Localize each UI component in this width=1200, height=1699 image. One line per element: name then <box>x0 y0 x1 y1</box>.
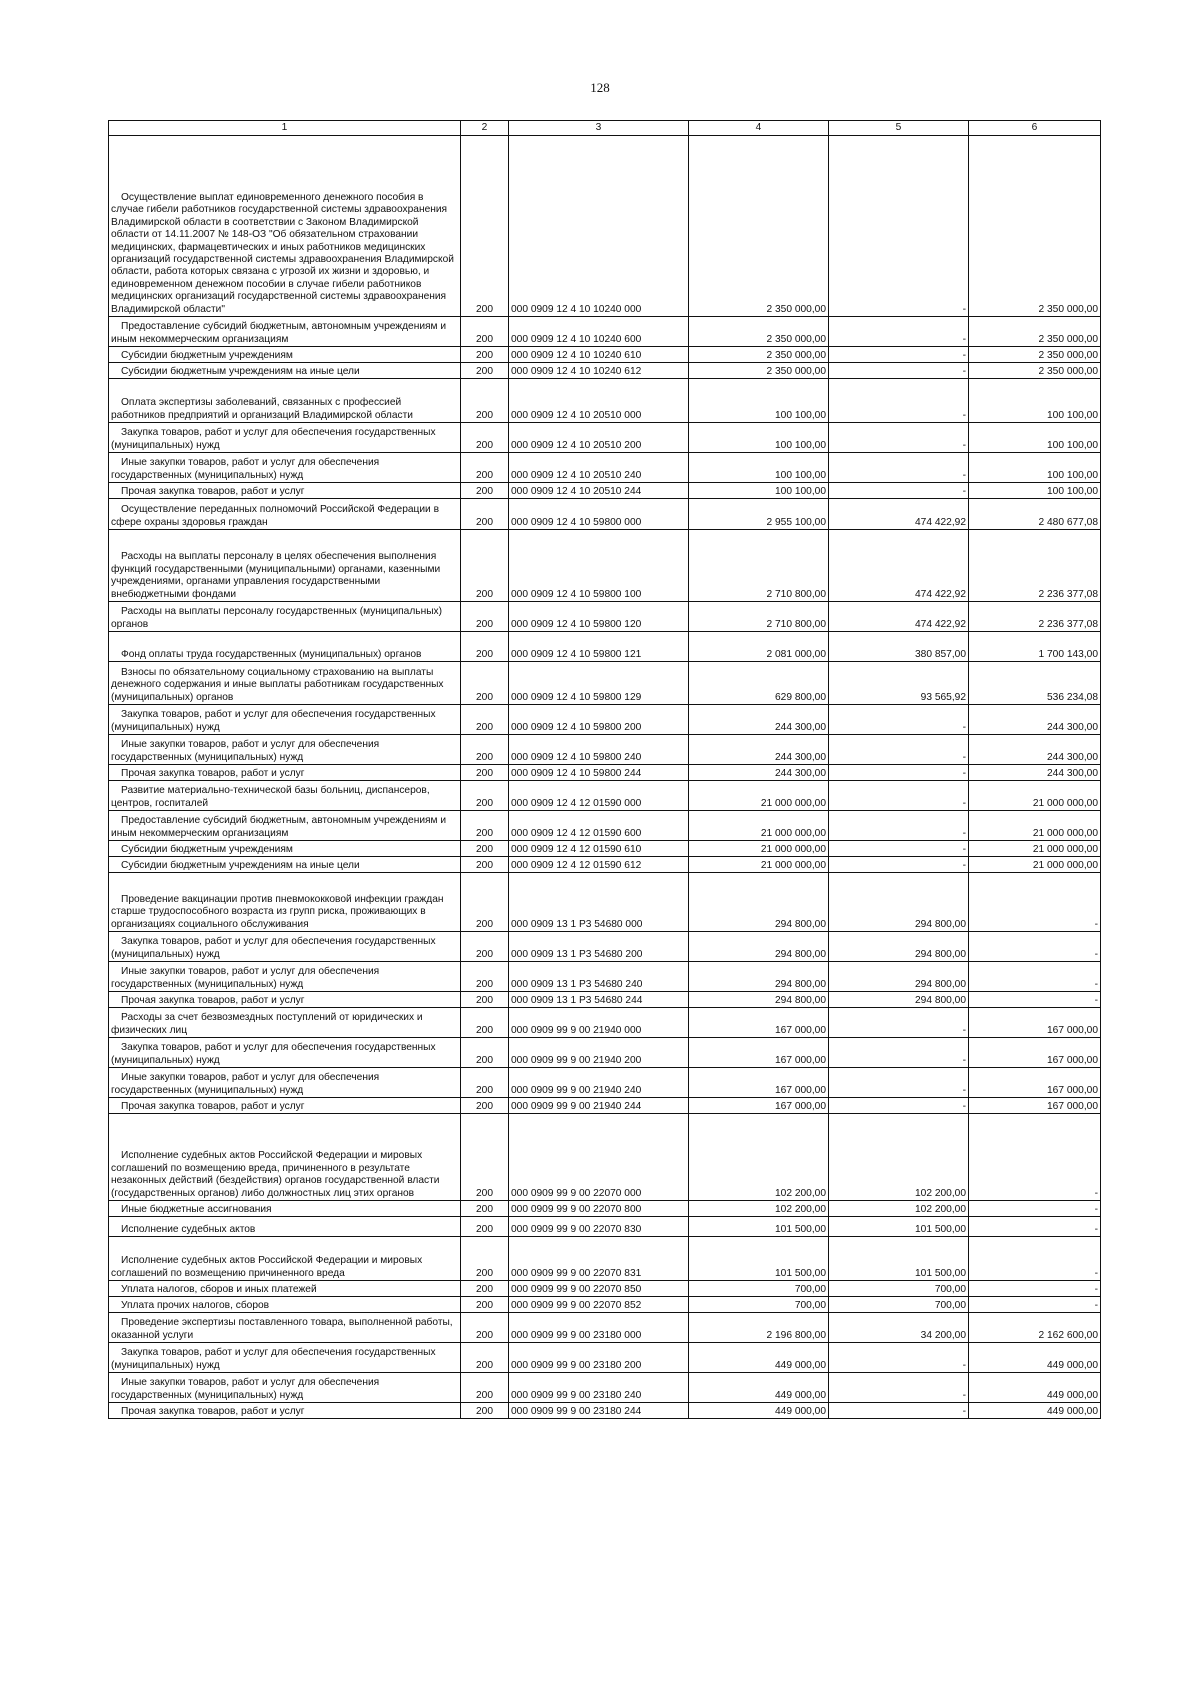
row-remaining-amount: 2 350 000,00 <box>969 317 1101 347</box>
row-remaining-amount: 167 000,00 <box>969 1068 1101 1098</box>
row-remaining-amount: 2 350 000,00 <box>969 363 1101 379</box>
row-name: Иные закупки товаров, работ и услуг для обеспечения государственных (муниципальных) нужд <box>109 962 461 992</box>
row-admin-code: 200 <box>461 1297 509 1313</box>
row-approved-amount: 2 350 000,00 <box>689 363 829 379</box>
row-admin-code: 200 <box>461 932 509 962</box>
row-remaining-amount: 2 480 677,08 <box>969 499 1101 530</box>
row-budget-code: 000 0909 12 4 10 20510 000 <box>509 379 689 423</box>
table-row <box>109 1201 1101 1217</box>
row-name: Предоставление субсидий бюджетным, автономным учреждениям и иным некоммерческим организациям <box>109 811 461 841</box>
row-approved-amount: 21 000 000,00 <box>689 841 829 857</box>
row-name: Иные закупки товаров, работ и услуг для обеспечения государственных (муниципальных) нужд <box>109 1068 461 1098</box>
table-row <box>109 857 1101 873</box>
row-remaining-amount: 21 000 000,00 <box>969 781 1101 811</box>
row-executed-amount: 294 800,00 <box>829 873 969 932</box>
row-admin-code: 200 <box>461 857 509 873</box>
row-admin-code: 200 <box>461 1237 509 1281</box>
row-admin-code: 200 <box>461 453 509 483</box>
row-admin-code: 200 <box>461 1114 509 1201</box>
table-row <box>109 1068 1101 1098</box>
row-remaining-amount: 449 000,00 <box>969 1373 1101 1403</box>
row-name: Субсидии бюджетным учреждениям <box>109 841 461 857</box>
row-name: Иные закупки товаров, работ и услуг для обеспечения государственных (муниципальных) нужд <box>109 1373 461 1403</box>
row-approved-amount: 244 300,00 <box>689 735 829 765</box>
row-remaining-amount: - <box>969 962 1101 992</box>
row-name: Прочая закупка товаров, работ и услуг <box>109 1403 461 1419</box>
row-approved-amount: 700,00 <box>689 1297 829 1313</box>
row-admin-code: 200 <box>461 136 509 317</box>
header-col-4: 4 <box>689 121 829 136</box>
row-remaining-amount: 100 100,00 <box>969 483 1101 499</box>
table-row <box>109 136 1101 317</box>
row-name: Развитие материально-технической базы больниц, диспансеров, центров, госпиталей <box>109 781 461 811</box>
row-approved-amount: 244 300,00 <box>689 765 829 781</box>
row-approved-amount: 2 955 100,00 <box>689 499 829 530</box>
row-budget-code: 000 0909 99 9 00 21940 200 <box>509 1038 689 1068</box>
table-row <box>109 1313 1101 1343</box>
row-budget-code: 000 0909 12 4 12 01590 600 <box>509 811 689 841</box>
header-col-5: 5 <box>829 121 969 136</box>
table-row <box>109 705 1101 735</box>
row-name: Расходы за счет безвозмездных поступлений от юридических и физических лиц <box>109 1008 461 1038</box>
row-admin-code: 200 <box>461 347 509 363</box>
row-admin-code: 200 <box>461 1201 509 1217</box>
row-executed-amount: - <box>829 857 969 873</box>
row-approved-amount: 101 500,00 <box>689 1217 829 1237</box>
row-name: Расходы на выплаты персоналу государственных (муниципальных) органов <box>109 602 461 632</box>
row-admin-code: 200 <box>461 379 509 423</box>
table-row <box>109 1403 1101 1419</box>
table-row <box>109 962 1101 992</box>
row-approved-amount: 449 000,00 <box>689 1403 829 1419</box>
row-executed-amount: 102 200,00 <box>829 1201 969 1217</box>
row-budget-code: 000 0909 99 9 00 21940 244 <box>509 1098 689 1114</box>
row-executed-amount: - <box>829 1343 969 1373</box>
row-admin-code: 200 <box>461 499 509 530</box>
table-row <box>109 1281 1101 1297</box>
row-approved-amount: 2 350 000,00 <box>689 136 829 317</box>
row-name: Взносы по обязательному социальному страхованию на выплаты денежного содержания и иные выплаты работникам государственных (муниципальных) органов <box>109 662 461 705</box>
row-remaining-amount: 244 300,00 <box>969 735 1101 765</box>
row-budget-code: 000 0909 12 4 12 01590 610 <box>509 841 689 857</box>
row-budget-code: 000 0909 12 4 10 10240 610 <box>509 347 689 363</box>
row-remaining-amount: 244 300,00 <box>969 705 1101 735</box>
row-executed-amount: - <box>829 735 969 765</box>
row-name: Субсидии бюджетным учреждениям <box>109 347 461 363</box>
row-remaining-amount: 536 234,08 <box>969 662 1101 705</box>
row-name: Закупка товаров, работ и услуг для обеспечения государственных (муниципальных) нужд <box>109 423 461 453</box>
row-remaining-amount: - <box>969 873 1101 932</box>
header-col-6: 6 <box>969 121 1101 136</box>
row-admin-code: 200 <box>461 423 509 453</box>
row-admin-code: 200 <box>461 1343 509 1373</box>
row-executed-amount: - <box>829 423 969 453</box>
row-name: Оплата экспертизы заболеваний, связанных с профессией работников предприятий и организаций Владимирской области <box>109 379 461 423</box>
row-approved-amount: 294 800,00 <box>689 932 829 962</box>
table-row <box>109 1373 1101 1403</box>
row-admin-code: 200 <box>461 662 509 705</box>
row-approved-amount: 167 000,00 <box>689 1068 829 1098</box>
row-budget-code: 000 0909 12 4 10 20510 240 <box>509 453 689 483</box>
table-body <box>109 136 1101 1419</box>
row-approved-amount: 294 800,00 <box>689 962 829 992</box>
table-row <box>109 811 1101 841</box>
row-executed-amount: - <box>829 453 969 483</box>
row-executed-amount: 380 857,00 <box>829 632 969 662</box>
row-remaining-amount: 167 000,00 <box>969 1008 1101 1038</box>
row-name: Иные закупки товаров, работ и услуг для обеспечения государственных (муниципальных) нужд <box>109 735 461 765</box>
row-name: Проведение экспертизы поставленного товара, выполненной работы, оказанной услуги <box>109 1313 461 1343</box>
row-remaining-amount: - <box>969 1217 1101 1237</box>
row-admin-code: 200 <box>461 483 509 499</box>
row-remaining-amount: 2 350 000,00 <box>969 347 1101 363</box>
row-approved-amount: 21 000 000,00 <box>689 811 829 841</box>
row-remaining-amount: 244 300,00 <box>969 765 1101 781</box>
row-budget-code: 000 0909 99 9 00 22070 852 <box>509 1297 689 1313</box>
row-executed-amount: - <box>829 1373 969 1403</box>
row-name: Прочая закупка товаров, работ и услуг <box>109 1098 461 1114</box>
row-name: Исполнение судебных актов Российской Федерации и мировых соглашений по возмещению причиненного вреда <box>109 1237 461 1281</box>
row-executed-amount: - <box>829 136 969 317</box>
row-approved-amount: 2 081 000,00 <box>689 632 829 662</box>
row-budget-code: 000 0909 99 9 00 22070 830 <box>509 1217 689 1237</box>
row-approved-amount: 2 350 000,00 <box>689 347 829 363</box>
row-budget-code: 000 0909 12 4 10 59800 100 <box>509 530 689 602</box>
row-executed-amount: 700,00 <box>829 1281 969 1297</box>
row-name: Иные закупки товаров, работ и услуг для обеспечения государственных (муниципальных) нужд <box>109 453 461 483</box>
row-approved-amount: 167 000,00 <box>689 1008 829 1038</box>
row-name: Закупка товаров, работ и услуг для обеспечения государственных (муниципальных) нужд <box>109 1343 461 1373</box>
row-name: Осуществление переданных полномочий Российской Федерации в сфере охраны здоровья граждан <box>109 499 461 530</box>
row-budget-code: 000 0909 13 1 P3 54680 240 <box>509 962 689 992</box>
row-approved-amount: 167 000,00 <box>689 1038 829 1068</box>
row-budget-code: 000 0909 12 4 10 20510 200 <box>509 423 689 453</box>
row-executed-amount: - <box>829 765 969 781</box>
row-name: Субсидии бюджетным учреждениям на иные цели <box>109 363 461 379</box>
row-admin-code: 200 <box>461 317 509 347</box>
row-budget-code: 000 0909 99 9 00 23180 240 <box>509 1373 689 1403</box>
header-col-1: 1 <box>109 121 461 136</box>
row-approved-amount: 102 200,00 <box>689 1201 829 1217</box>
table-row <box>109 363 1101 379</box>
table-row <box>109 632 1101 662</box>
row-remaining-amount: 2 162 600,00 <box>969 1313 1101 1343</box>
row-name: Предоставление субсидий бюджетным, автономным учреждениям и иным некоммерческим организациям <box>109 317 461 347</box>
row-remaining-amount: 449 000,00 <box>969 1403 1101 1419</box>
row-remaining-amount: 100 100,00 <box>969 379 1101 423</box>
row-remaining-amount: 167 000,00 <box>969 1038 1101 1068</box>
row-admin-code: 200 <box>461 1281 509 1297</box>
table-row <box>109 781 1101 811</box>
row-executed-amount: 294 800,00 <box>829 962 969 992</box>
row-budget-code: 000 0909 13 1 P3 54680 200 <box>509 932 689 962</box>
row-remaining-amount: 21 000 000,00 <box>969 841 1101 857</box>
row-budget-code: 000 0909 99 9 00 21940 240 <box>509 1068 689 1098</box>
row-approved-amount: 449 000,00 <box>689 1373 829 1403</box>
budget-table <box>108 120 1101 1419</box>
row-approved-amount: 2 350 000,00 <box>689 317 829 347</box>
table-row <box>109 483 1101 499</box>
row-name: Прочая закупка товаров, работ и услуг <box>109 483 461 499</box>
row-executed-amount: 294 800,00 <box>829 932 969 962</box>
row-executed-amount: - <box>829 841 969 857</box>
table-row <box>109 317 1101 347</box>
table-row <box>109 992 1101 1008</box>
row-admin-code: 200 <box>461 530 509 602</box>
table-row <box>109 662 1101 705</box>
row-remaining-amount: - <box>969 932 1101 962</box>
row-executed-amount: - <box>829 705 969 735</box>
row-budget-code: 000 0909 99 9 00 21940 000 <box>509 1008 689 1038</box>
row-admin-code: 200 <box>461 1098 509 1114</box>
row-approved-amount: 167 000,00 <box>689 1098 829 1114</box>
header-row <box>109 121 1101 136</box>
row-budget-code: 000 0909 13 1 P3 54680 244 <box>509 992 689 1008</box>
row-admin-code: 200 <box>461 765 509 781</box>
row-approved-amount: 629 800,00 <box>689 662 829 705</box>
row-remaining-amount: 2 236 377,08 <box>969 530 1101 602</box>
row-executed-amount: 294 800,00 <box>829 992 969 1008</box>
row-budget-code: 000 0909 12 4 10 59800 244 <box>509 765 689 781</box>
row-approved-amount: 100 100,00 <box>689 483 829 499</box>
row-budget-code: 000 0909 99 9 00 22070 850 <box>509 1281 689 1297</box>
row-name: Исполнение судебных актов <box>109 1217 461 1237</box>
row-budget-code: 000 0909 99 9 00 23180 200 <box>509 1343 689 1373</box>
row-budget-code: 000 0909 12 4 10 10240 612 <box>509 363 689 379</box>
row-budget-code: 000 0909 12 4 12 01590 000 <box>509 781 689 811</box>
row-admin-code: 200 <box>461 873 509 932</box>
table-row <box>109 347 1101 363</box>
row-budget-code: 000 0909 12 4 10 59800 121 <box>509 632 689 662</box>
row-approved-amount: 2 710 800,00 <box>689 530 829 602</box>
row-name: Расходы на выплаты персоналу в целях обеспечения выполнения функций государственными (муниципальными) органами, казенными учреждениями, органами управления государственными внебюджетными фондами <box>109 530 461 602</box>
table-row <box>109 530 1101 602</box>
row-remaining-amount: 100 100,00 <box>969 453 1101 483</box>
row-executed-amount: 474 422,92 <box>829 530 969 602</box>
row-admin-code: 200 <box>461 992 509 1008</box>
row-remaining-amount: 449 000,00 <box>969 1343 1101 1373</box>
row-admin-code: 200 <box>461 735 509 765</box>
row-executed-amount: - <box>829 1403 969 1419</box>
row-remaining-amount: - <box>969 1297 1101 1313</box>
row-name: Иные бюджетные ассигнования <box>109 1201 461 1217</box>
table-row <box>109 765 1101 781</box>
row-executed-amount: - <box>829 1008 969 1038</box>
row-budget-code: 000 0909 99 9 00 22070 800 <box>509 1201 689 1217</box>
table-row <box>109 735 1101 765</box>
row-approved-amount: 449 000,00 <box>689 1343 829 1373</box>
row-budget-code: 000 0909 12 4 10 59800 120 <box>509 602 689 632</box>
row-remaining-amount: 100 100,00 <box>969 423 1101 453</box>
table-row <box>109 1008 1101 1038</box>
row-executed-amount: 34 200,00 <box>829 1313 969 1343</box>
row-budget-code: 000 0909 12 4 10 59800 000 <box>509 499 689 530</box>
page-number: 128 <box>590 80 610 95</box>
row-admin-code: 200 <box>461 1373 509 1403</box>
row-name: Закупка товаров, работ и услуг для обеспечения государственных (муниципальных) нужд <box>109 705 461 735</box>
row-remaining-amount: 21 000 000,00 <box>969 857 1101 873</box>
row-executed-amount: - <box>829 1098 969 1114</box>
row-executed-amount: 101 500,00 <box>829 1237 969 1281</box>
row-budget-code: 000 0909 12 4 10 20510 244 <box>509 483 689 499</box>
table-row <box>109 841 1101 857</box>
row-remaining-amount: 2 350 000,00 <box>969 136 1101 317</box>
row-approved-amount: 244 300,00 <box>689 705 829 735</box>
row-executed-amount: - <box>829 781 969 811</box>
row-approved-amount: 100 100,00 <box>689 423 829 453</box>
table-row <box>109 1098 1101 1114</box>
row-admin-code: 200 <box>461 1008 509 1038</box>
row-executed-amount: 93 565,92 <box>829 662 969 705</box>
row-budget-code: 000 0909 99 9 00 23180 244 <box>509 1403 689 1419</box>
row-admin-code: 200 <box>461 1068 509 1098</box>
row-name: Фонд оплаты труда государственных (муниципальных) органов <box>109 632 461 662</box>
row-remaining-amount: 21 000 000,00 <box>969 811 1101 841</box>
row-remaining-amount: - <box>969 992 1101 1008</box>
table-row <box>109 602 1101 632</box>
row-admin-code: 200 <box>461 962 509 992</box>
table-row <box>109 1038 1101 1068</box>
row-name: Закупка товаров, работ и услуг для обеспечения государственных (муниципальных) нужд <box>109 1038 461 1068</box>
row-approved-amount: 100 100,00 <box>689 453 829 483</box>
row-executed-amount: - <box>829 347 969 363</box>
row-remaining-amount: - <box>969 1114 1101 1201</box>
row-executed-amount: - <box>829 1038 969 1068</box>
row-executed-amount: 101 500,00 <box>829 1217 969 1237</box>
row-executed-amount: 474 422,92 <box>829 499 969 530</box>
header-col-2: 2 <box>461 121 509 136</box>
table-row <box>109 932 1101 962</box>
row-admin-code: 200 <box>461 363 509 379</box>
row-budget-code: 000 0909 12 4 12 01590 612 <box>509 857 689 873</box>
row-budget-code: 000 0909 12 4 10 10240 600 <box>509 317 689 347</box>
table-row <box>109 873 1101 932</box>
table-row <box>109 1237 1101 1281</box>
row-executed-amount: - <box>829 317 969 347</box>
row-admin-code: 200 <box>461 1217 509 1237</box>
row-executed-amount: 102 200,00 <box>829 1114 969 1201</box>
row-approved-amount: 21 000 000,00 <box>689 781 829 811</box>
table-row <box>109 1217 1101 1237</box>
row-remaining-amount: - <box>969 1201 1101 1217</box>
table-row <box>109 379 1101 423</box>
table-row <box>109 499 1101 530</box>
row-executed-amount: - <box>829 483 969 499</box>
row-budget-code: 000 0909 12 4 10 10240 000 <box>509 136 689 317</box>
row-name: Субсидии бюджетным учреждениям на иные цели <box>109 857 461 873</box>
row-name: Прочая закупка товаров, работ и услуг <box>109 765 461 781</box>
row-executed-amount: 474 422,92 <box>829 602 969 632</box>
row-approved-amount: 100 100,00 <box>689 379 829 423</box>
row-executed-amount: - <box>829 379 969 423</box>
row-approved-amount: 2 710 800,00 <box>689 602 829 632</box>
row-name: Проведение вакцинации против пневмококковой инфекции граждан старше трудоспособного возраста из групп риска, проживающих в организациях социального обслуживания <box>109 873 461 932</box>
table-row <box>109 423 1101 453</box>
row-approved-amount: 294 800,00 <box>689 992 829 1008</box>
row-remaining-amount: 167 000,00 <box>969 1098 1101 1114</box>
row-name: Уплата налогов, сборов и иных платежей <box>109 1281 461 1297</box>
row-admin-code: 200 <box>461 602 509 632</box>
row-admin-code: 200 <box>461 632 509 662</box>
row-executed-amount: - <box>829 1068 969 1098</box>
row-executed-amount: 700,00 <box>829 1297 969 1313</box>
row-budget-code: 000 0909 12 4 10 59800 129 <box>509 662 689 705</box>
row-budget-code: 000 0909 13 1 P3 54680 000 <box>509 873 689 932</box>
row-approved-amount: 700,00 <box>689 1281 829 1297</box>
row-executed-amount: - <box>829 811 969 841</box>
header-col-3: 3 <box>509 121 689 136</box>
row-admin-code: 200 <box>461 811 509 841</box>
row-approved-amount: 2 196 800,00 <box>689 1313 829 1343</box>
row-admin-code: 200 <box>461 1038 509 1068</box>
row-budget-code: 000 0909 99 9 00 22070 831 <box>509 1237 689 1281</box>
row-name: Осуществление выплат единовременного денежного пособия в случае гибели работников государственной системы здравоохранения Владимирской области в соответствии с Законом Владимирской области от 14.11.2007 № 148-ОЗ "Об обязательном страховании медицинских, фармацевтических и иных работников медицинских организаций государственной системы здравоохранения Владимирской области, работа которых связана с угрозой их жизни и здоровью, и единовременном денежном пособии в случае гибели работников медицинских организаций государственной системы здравоохранения Владимирской области" <box>109 136 461 317</box>
row-budget-code: 000 0909 99 9 00 23180 000 <box>509 1313 689 1343</box>
row-name: Уплата прочих налогов, сборов <box>109 1297 461 1313</box>
row-budget-code: 000 0909 12 4 10 59800 200 <box>509 705 689 735</box>
table-row <box>109 453 1101 483</box>
row-approved-amount: 101 500,00 <box>689 1237 829 1281</box>
row-name: Исполнение судебных актов Российской Федерации и мировых соглашений по возмещению вреда, причиненного в результате незаконных действий (бездействия) органов государственной власти (государственных органов) либо должностных лиц этих органов <box>109 1114 461 1201</box>
row-approved-amount: 294 800,00 <box>689 873 829 932</box>
row-admin-code: 200 <box>461 1313 509 1343</box>
row-remaining-amount: 1 700 143,00 <box>969 632 1101 662</box>
row-executed-amount: - <box>829 363 969 379</box>
table-row <box>109 1343 1101 1373</box>
row-admin-code: 200 <box>461 841 509 857</box>
row-admin-code: 200 <box>461 781 509 811</box>
row-name: Закупка товаров, работ и услуг для обеспечения государственных (муниципальных) нужд <box>109 932 461 962</box>
row-remaining-amount: 2 236 377,08 <box>969 602 1101 632</box>
table-row <box>109 1114 1101 1201</box>
row-remaining-amount: - <box>969 1281 1101 1297</box>
row-approved-amount: 21 000 000,00 <box>689 857 829 873</box>
row-approved-amount: 102 200,00 <box>689 1114 829 1201</box>
row-budget-code: 000 0909 99 9 00 22070 000 <box>509 1114 689 1201</box>
row-name: Прочая закупка товаров, работ и услуг <box>109 992 461 1008</box>
row-admin-code: 200 <box>461 1403 509 1419</box>
row-budget-code: 000 0909 12 4 10 59800 240 <box>509 735 689 765</box>
row-remaining-amount: - <box>969 1237 1101 1281</box>
table-row <box>109 1297 1101 1313</box>
row-admin-code: 200 <box>461 705 509 735</box>
